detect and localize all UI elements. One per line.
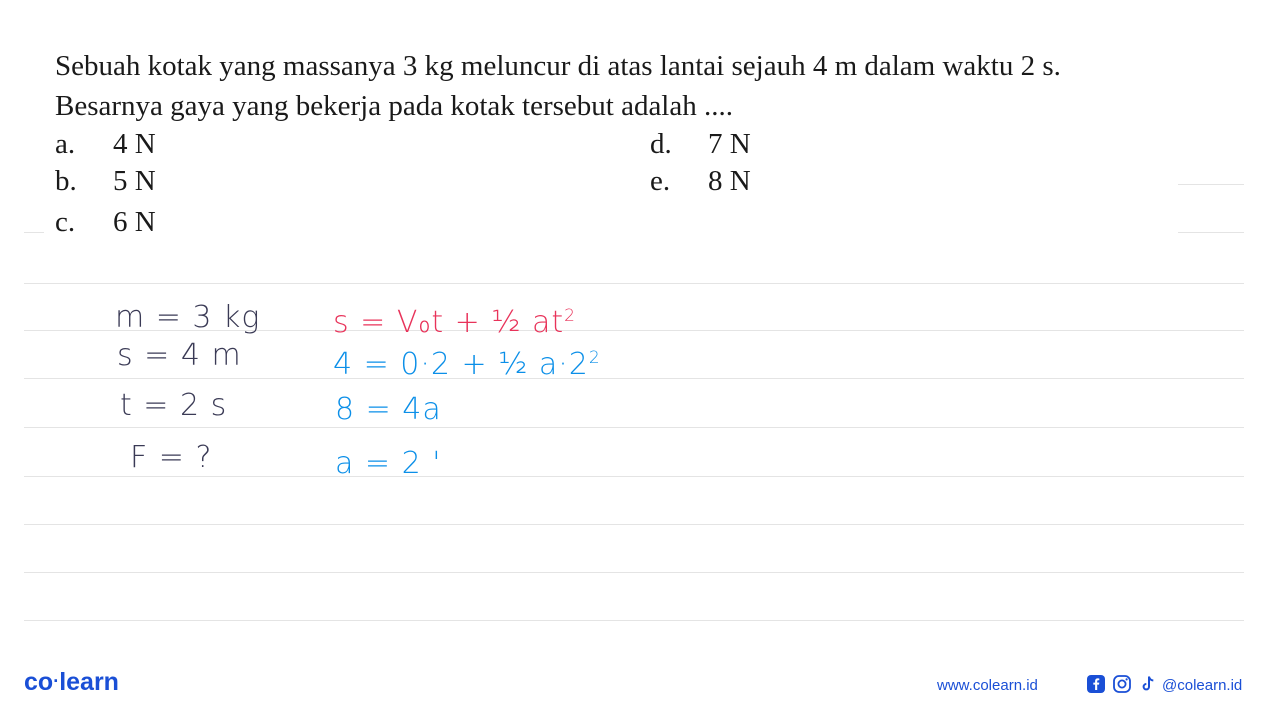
ruled-line bbox=[24, 476, 1244, 477]
logo-left: co bbox=[24, 668, 54, 696]
work-substitution-text: 4 = 0·2 + ½ a·2 bbox=[333, 347, 589, 382]
given-time: t = 2 s bbox=[120, 388, 228, 423]
tiktok-icon[interactable] bbox=[1138, 674, 1158, 694]
work-substitution-exponent: 2 bbox=[588, 348, 601, 368]
logo-dot: · bbox=[53, 671, 60, 691]
ruled-line bbox=[24, 283, 1244, 284]
option-d[interactable] bbox=[650, 124, 751, 164]
work-formula-text: s = V₀t + ½ at bbox=[333, 305, 565, 340]
colearn-logo bbox=[24, 668, 119, 697]
instagram-icon[interactable] bbox=[1112, 674, 1132, 694]
option-letter: d. bbox=[650, 128, 672, 160]
ruled-line bbox=[24, 620, 1244, 621]
given-distance: s = 4 m bbox=[117, 338, 242, 373]
work-result: a = 2 ' bbox=[335, 446, 442, 481]
option-letter: c. bbox=[55, 206, 76, 238]
given-mass: m = 3 kg bbox=[115, 300, 261, 335]
option-value: 4 N bbox=[113, 128, 156, 160]
question-text: Sebuah kotak yang massanya 3 kg meluncur di atas lantai sejauh 4 m dalam waktu 2 s. Besarnya gaya yang bekerja pada kotak tersebut adalah .... bbox=[55, 50, 1061, 122]
ruled-line bbox=[1178, 184, 1244, 185]
option-e[interactable] bbox=[650, 161, 751, 201]
option-value: 8 N bbox=[708, 165, 751, 197]
ruled-line bbox=[1178, 232, 1244, 233]
ruled-line bbox=[24, 378, 1244, 379]
option-b[interactable] bbox=[55, 161, 156, 201]
option-letter: a. bbox=[55, 128, 76, 160]
option-letter: b. bbox=[55, 165, 77, 197]
work-substitution bbox=[333, 340, 601, 383]
ruled-line bbox=[24, 232, 44, 233]
option-c[interactable] bbox=[55, 202, 156, 242]
given-force: F = ? bbox=[130, 440, 213, 475]
option-letter: e. bbox=[650, 165, 671, 197]
facebook-icon[interactable] bbox=[1086, 674, 1106, 694]
work-formula-exponent: 2 bbox=[564, 306, 576, 326]
ruled-line bbox=[24, 572, 1244, 573]
option-value: 6 N bbox=[113, 206, 156, 238]
ruled-line bbox=[24, 427, 1244, 428]
ruled-line bbox=[24, 524, 1244, 525]
option-a[interactable] bbox=[55, 124, 156, 164]
logo-right: learn bbox=[59, 668, 119, 696]
website-link[interactable]: www.colearn.id bbox=[937, 677, 1038, 694]
option-value: 5 N bbox=[113, 165, 156, 197]
work-simplified: 8 = 4a bbox=[335, 392, 442, 427]
social-handle[interactable]: @colearn.id bbox=[1162, 677, 1243, 694]
option-value: 7 N bbox=[708, 128, 751, 160]
work-formula bbox=[333, 298, 576, 341]
